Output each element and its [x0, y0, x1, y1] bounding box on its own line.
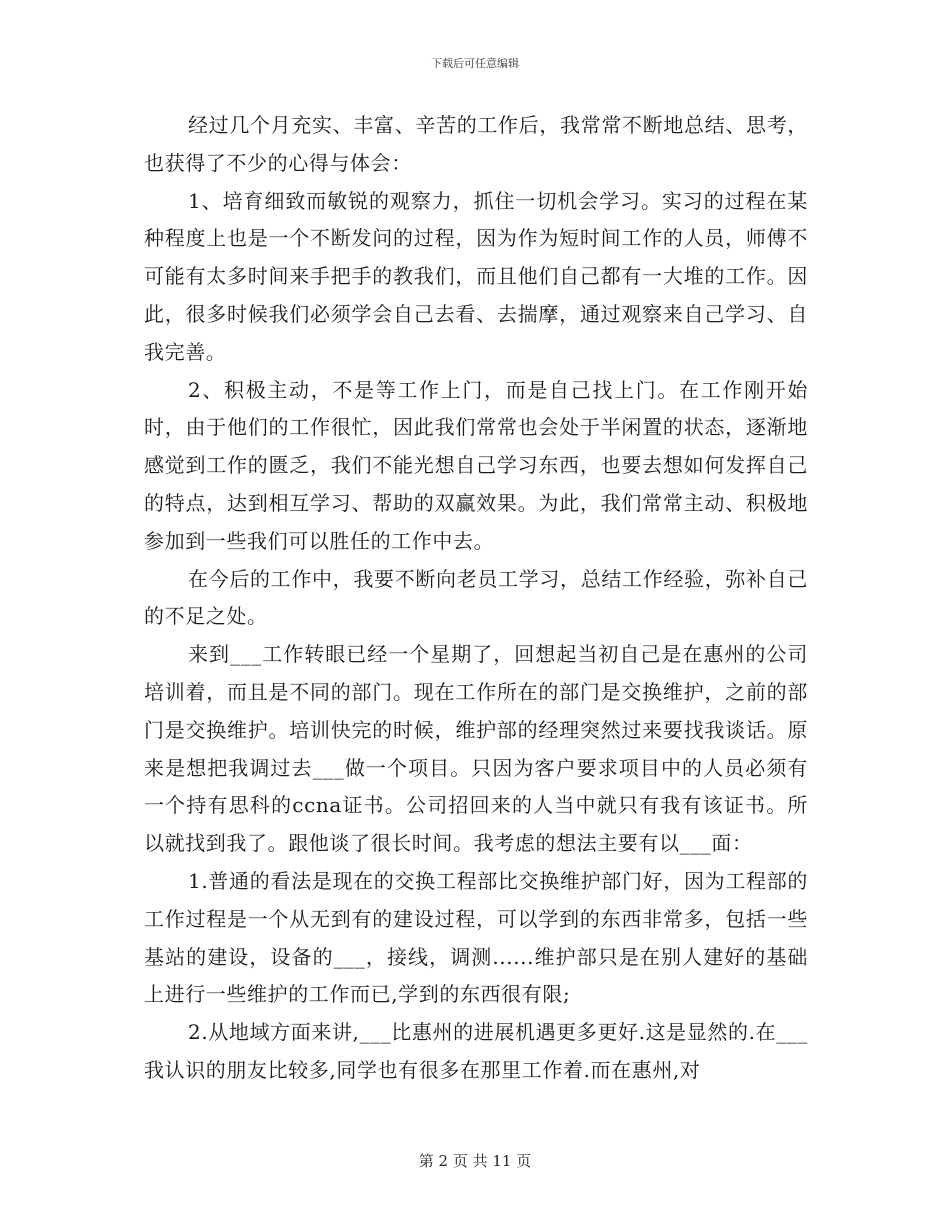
document-body	[144, 107, 808, 1090]
paragraph-conclusion: 在今后的工作中，我要不断向老员工学习，总结工作经验，弥补自己的不足之处。	[144, 566, 808, 629]
paragraph-consideration-1: 1.普通的看法是现在的交换工程部比交换维护部门好，因为工程部的工作过程是一个从无到有的建设过程，可以学到的东西非常多，包括一些基站的建设，设备的___，接线，调测......维护部只是在别人建好的基础上进行一些维护的工作而已,学到的东西很有限;	[144, 868, 808, 1007]
paragraph-transfer: 来到___工作转眼已经一个星期了，回想起当初自己是在惠州的公司培训着，而且是不同的部门。现在工作所在的部门是交换维护，之前的部门是交换维护。培训快完的时候，维护部的经理突然过来要找我谈话。原来是想把我调过去___做一个项目。只因为客户要求项目中的人员必须有一个持有思科的ccna证书。公司招回来的人当中就只有我有该证书。所以就找到我了。跟他谈了很长时间。我考虑的想法主要有以___面：	[144, 642, 808, 856]
paragraph-point-1: 1、培育细致而敏锐的观察力，抓住一切机会学习。实习的过程在某种程度上也是一个不断发问的过程，因为作为短时间工作的人员，师傅不可能有太多时间来手把手的教我们，而且他们自己都有一大堆的工作。因此，很多时候我们必须学会自己去看、去揣摩，通过观察来自己学习、自我完善。	[144, 188, 808, 364]
paragraph-intro: 经过几个月充实、丰富、辛苦的工作后，我常常不断地总结、思考，也获得了不少的心得与体会：	[144, 113, 808, 175]
page-number: 第 2 页 共 11 页	[418, 1152, 532, 1170]
paragraph-consideration-2: 2.从地域方面来讲,___比惠州的进展机遇更多更好.这是显然的.在___我认识的朋友比较多,同学也有很多在那里工作着.而在惠州,对	[144, 1020, 808, 1082]
paragraph-point-2: 2、积极主动，不是等工作上门，而是自己找上门。在工作刚开始时，由于他们的工作很忙，因此我们常常也会处于半闲置的状态，逐渐地感觉到工作的匮乏，我们不能光想自己学习东西，也要去想如何发挥自己的特点，达到相互学习、帮助的双赢效果。为此，我们常常主动、积极地参加到一些我们可以胜任的工作中去。	[144, 377, 808, 553]
page-header: 下载后可任意编辑	[431, 57, 519, 70]
